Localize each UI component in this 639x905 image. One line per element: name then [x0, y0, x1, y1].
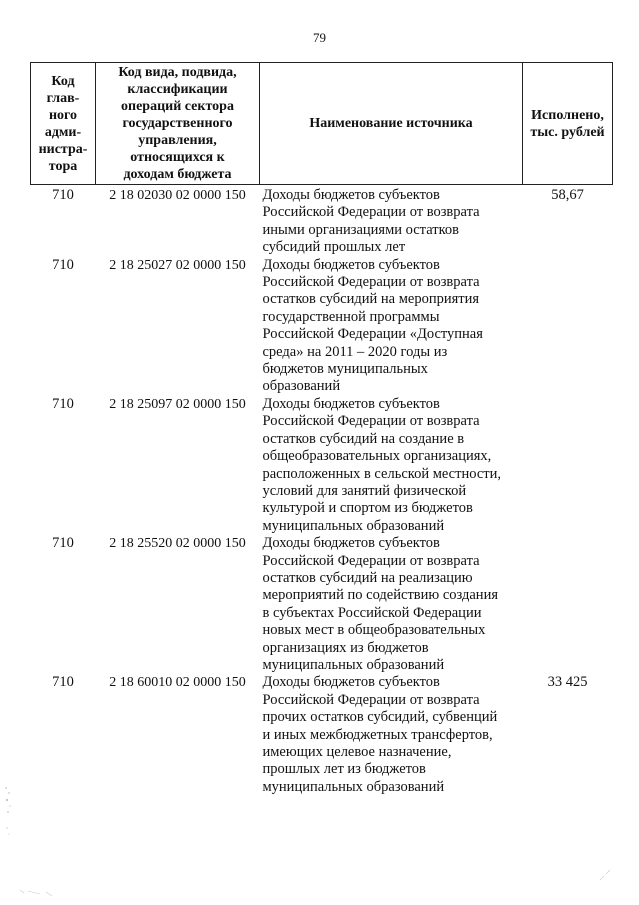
- page-number: 79: [313, 30, 326, 45]
- sources-table: [30, 62, 613, 796]
- source-name-cell: Доходы бюджетов субъектов Российской Федерации от возврата остатков субсидий на реализацию мероприятий по содействию создания в субъектах Российской Федерации новых мест в общеобразовательных организациях из бюджетов муниципальных образований: [262, 535, 498, 673]
- header-classification-code: Код вида, подвида, классификации операций сектора государственного управления, относящихся к доходам бюджета: [96, 63, 260, 185]
- executed-amount-cell: [523, 535, 613, 674]
- table-header-row: [31, 63, 613, 185]
- classification-code-cell: 2 18 25097 02 0000 150: [109, 396, 246, 412]
- executed-amount-cell: [523, 396, 613, 535]
- header-admin-code: Код глав- ного адми- нистра- тора: [31, 63, 96, 185]
- executed-amount-cell: [523, 257, 613, 396]
- admin-code-cell: 710: [52, 535, 74, 552]
- table-row: [31, 396, 613, 535]
- classification-code-cell: 2 18 25520 02 0000 150: [109, 536, 246, 552]
- source-name-cell: Доходы бюджетов субъектов Российской Федерации от возврата иными организациями остатков субсидий прошлых лет: [262, 187, 480, 256]
- table-row: [31, 185, 613, 257]
- executed-amount-cell: 58,67: [551, 187, 584, 203]
- admin-code-cell: 710: [52, 256, 74, 273]
- classification-code-cell: 2 18 60010 02 0000 150: [109, 675, 246, 691]
- classification-code-cell: 2 18 25027 02 0000 150: [109, 257, 246, 273]
- table-row: [31, 257, 613, 396]
- header-executed-amount: Исполнено, тыс. рублей: [523, 63, 613, 185]
- source-name-cell: Доходы бюджетов субъектов Российской Федерации от возврата прочих остатков субсидий, субвенций и иных межбюджетных трансфертов, имеющих целевое назначение, прошлых лет из бюджетов муниципальных образований: [262, 674, 498, 795]
- source-name-cell: Доходы бюджетов субъектов Российской Федерации от возврата остатков субсидий на создание в общеобразовательных организациях, расположенных в сельской местности, условий для занятий физической культурой и спортом из бюджетов муниципальных образований: [262, 395, 501, 534]
- table-row: [31, 674, 613, 796]
- admin-code-cell: 710: [52, 395, 74, 412]
- table-row: [31, 535, 613, 674]
- admin-code-cell: 710: [52, 674, 74, 691]
- header-source-name: Наименование источника: [260, 63, 523, 185]
- executed-amount-cell: 33 425: [547, 674, 588, 691]
- classification-code-cell: 2 18 02030 02 0000 150: [109, 188, 246, 203]
- admin-code-cell: 710: [52, 187, 74, 203]
- source-name-cell: Доходы бюджетов субъектов Российской Федерации от возврата остатков субсидий на мероприятия государственной программы Российской Федерации «Доступная среда» на 2011 – 2020 годы из бюджетов муниципальных образований: [262, 256, 483, 395]
